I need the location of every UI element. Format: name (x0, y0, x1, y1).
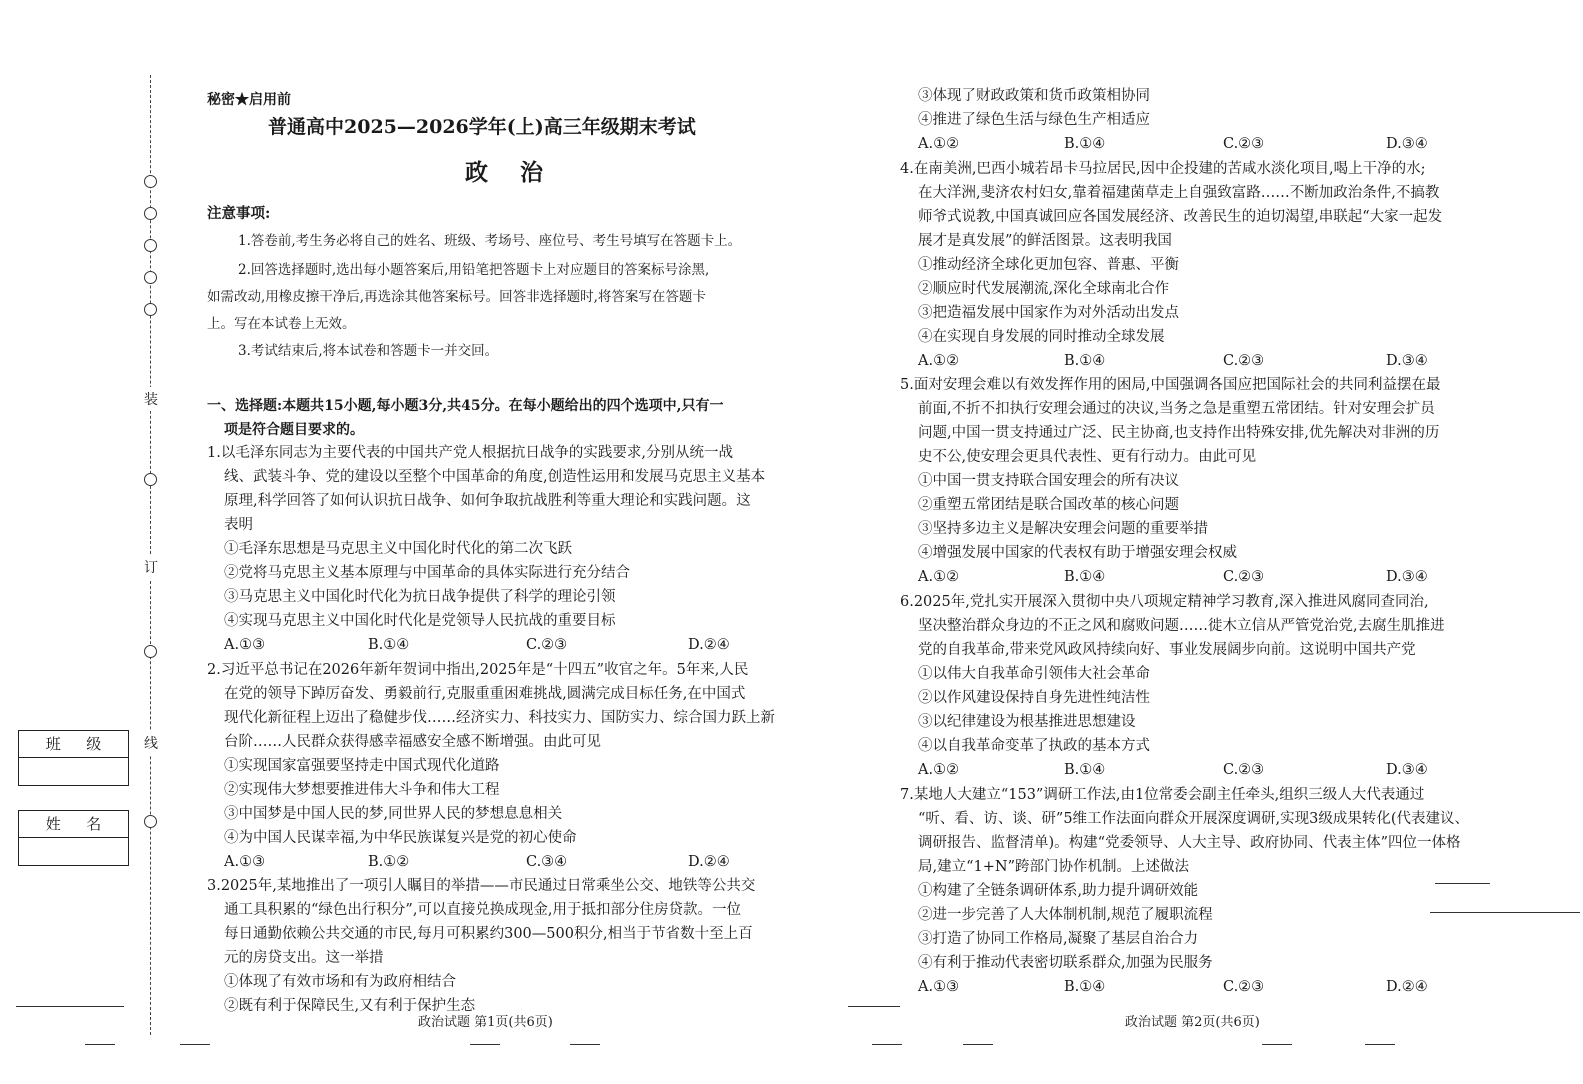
section-heading: 一、选择题:本题共15小题,每小题3分,共45分。在每小题给出的四个选项中,只有一 (207, 398, 724, 414)
q3-item: ④推进了绿色生活与绿色生产相适应 (918, 112, 1150, 128)
name-label: 姓 名 (19, 811, 128, 838)
q7-stem: 局,建立“1+N”跨部门协作机制。上述做法 (918, 859, 1189, 875)
q5-option-b[interactable]: B.①④ (1064, 569, 1106, 585)
q2-option-d[interactable]: D.②④ (688, 854, 730, 870)
q3-item: ③体现了财政政策和货币政策相协同 (918, 88, 1150, 104)
q6-item: ④以自我革命变革了执政的基本方式 (918, 738, 1150, 754)
q3-item: ①体现了有效市场和有为政府相结合 (224, 974, 456, 990)
q2-stem: 台阶……人民群众获得感幸福感安全感不断增强。由此可见 (224, 734, 601, 750)
binding-hole (144, 271, 157, 284)
q6-stem: 党的自我革命,带来党风政风持续向好、事业发展阔步向前。这说明中国共产党 (918, 642, 1416, 658)
q7-stem: 7.某地人大建立“153”调研工作法,由1位常委会副主任牵头,组织三级人大代表通过 (900, 787, 1425, 803)
note-line: 上。写在本试卷上无效。 (207, 316, 356, 332)
q5-stem: 5.面对安理会难以有效发挥作用的困局,中国强调各国应把国际社会的共同利益摆在最 (900, 377, 1441, 393)
binding-hole (144, 473, 157, 486)
q6-item: ③以纪律建设为根基推进思想建设 (918, 714, 1136, 730)
q5-item: ②重塑五常团结是联合国改革的核心问题 (918, 497, 1179, 513)
q1-item: ③马克思主义中国化时代化为抗日战争提供了科学的理论引领 (224, 589, 616, 605)
secret-label: 秘密★启用前 (207, 92, 291, 108)
q5-stem: 前面,不折不扣执行安理会通过的决议,当务之急是重塑五常团结。针对安理会扩员 (918, 401, 1435, 417)
q1-stem: 1.以毛泽东同志为主要代表的中国共产党人根据抗日战争的实践要求,分别从统一战 (207, 445, 733, 461)
note-line: 2.回答选择题时,选出每小题答案后,用铅笔把答题卡上对应题目的答案标号涂黑, (238, 262, 710, 278)
q1-option-a[interactable]: A.①③ (224, 637, 266, 653)
q2-option-b[interactable]: B.①② (368, 854, 410, 870)
q5-stem: 史不公,使安理会更具代表性、更有行动力。由此可见 (918, 449, 1257, 465)
note-line: 如需改动,用橡皮擦干净后,再选涂其他答案标号。回答非选择题时,将答案写在答题卡 (207, 289, 706, 305)
q5-option-d[interactable]: D.③④ (1386, 569, 1428, 585)
class-field[interactable] (19, 758, 128, 785)
q7-option-d[interactable]: D.②④ (1386, 979, 1428, 995)
q2-item: ③中国梦是中国人民的梦,同世界人民的梦想息息相关 (224, 806, 563, 822)
scan-rule (470, 1044, 500, 1045)
q2-stem: 2.习近平总书记在2026年新年贺词中指出,2025年是“十四五”收官之年。5年来,人民 (207, 662, 749, 678)
q7-stem: 调研报告、监督清单)。构建“党委领导、人大主导、政府协同、代表主体”四位一体格 (918, 835, 1461, 851)
q1-item: ②党将马克思主义基本原理与中国革命的具体实际进行充分结合 (224, 565, 630, 581)
page-footer-left: 政治试题 第1页(共6页) (418, 1015, 553, 1030)
class-box (18, 730, 129, 786)
binding-hole (144, 303, 157, 316)
q5-item: ①中国一贯支持联合国安理会的所有决议 (918, 473, 1179, 489)
binding-char-zhuang: 装 (144, 387, 158, 411)
q7-stem: “听、看、访、谈、研”5维工作法面向群众开展深度调研,实现3级成果转化(代表建议、 (918, 811, 1470, 827)
q1-option-c[interactable]: C.②③ (526, 637, 568, 653)
q4-option-a[interactable]: A.①② (918, 353, 960, 369)
scan-rule (872, 1044, 902, 1045)
q5-item: ④增强发展中国家的代表权有助于增强安理会权威 (918, 545, 1237, 561)
q7-item: ①构建了全链条调研体系,助力提升调研效能 (918, 883, 1199, 899)
scan-rule (85, 1044, 115, 1045)
q6-stem: 6.2025年,党扎实开展深入贯彻中央八项规定精神学习教育,深入推进风腐同查同治, (900, 594, 1429, 610)
binding-hole (144, 239, 157, 252)
q4-option-c[interactable]: C.②③ (1223, 353, 1265, 369)
q3-option-c[interactable]: C.②③ (1223, 136, 1265, 152)
q2-item: ④为中国人民谋幸福,为中华民族谋复兴是党的初心使命 (224, 830, 577, 846)
q1-stem: 表明 (224, 517, 253, 533)
name-field[interactable] (19, 838, 128, 865)
q5-option-a[interactable]: A.①② (918, 569, 960, 585)
note-line: 1.答卷前,考生务必将自己的姓名、班级、考场号、座位号、考生号填写在答题卡上。 (238, 233, 742, 249)
q3-item: ②既有利于保障民生,又有利于保护生态 (224, 998, 476, 1014)
q5-option-c[interactable]: C.②③ (1223, 569, 1265, 585)
q6-item: ②以作风建设保持自身先进性纯洁性 (918, 690, 1150, 706)
q3-stem: 3.2025年,某地推出了一项引人瞩目的举措——市民通过日常乘坐公交、地铁等公共交 (207, 878, 756, 894)
q4-item: ②顺应时代发展潮流,深化全球南北合作 (918, 281, 1170, 297)
q3-stem: 每日通勤依赖公共交通的市民,每月可积累约300—500积分,相当于节省数十至上百 (224, 926, 753, 942)
q6-option-b[interactable]: B.①④ (1064, 762, 1106, 778)
q4-stem: 在大洋洲,斐济农村妇女,靠着福建菌草走上自强致富路……不断加政治条件,不搞教 (918, 185, 1440, 201)
q1-stem: 原理,科学回答了如何认识抗日战争、如何争取抗战胜利等重大理论和实践问题。这 (224, 493, 751, 509)
scan-rule (1435, 883, 1490, 884)
notes-heading: 注意事项: (207, 205, 271, 222)
q4-item: ①推动经济全球化更加包容、普惠、平衡 (918, 257, 1179, 273)
name-box (18, 810, 129, 866)
q6-option-a[interactable]: A.①② (918, 762, 960, 778)
q3-option-d[interactable]: D.③④ (1386, 136, 1428, 152)
q4-stem: 4.在南美洲,巴西小城若昂卡马拉居民,因中企投建的苦咸水淡化项目,喝上干净的水; (900, 161, 1426, 177)
q4-item: ③把造福发展中国家作为对外活动出发点 (918, 305, 1179, 321)
q4-option-b[interactable]: B.①④ (1064, 353, 1106, 369)
binding-hole (144, 815, 157, 828)
q6-option-d[interactable]: D.③④ (1386, 762, 1428, 778)
note-line: 3.考试结束后,将本试卷和答题卡一并交回。 (238, 343, 499, 359)
q4-stem: 展才是真发展”的鲜活图景。这表明我国 (918, 233, 1172, 249)
q5-stem: 问题,中国一贯支持通过广泛、民主协商,也支持作出特殊安排,优先解决对非洲的历 (918, 425, 1440, 441)
q1-option-b[interactable]: B.①④ (368, 637, 410, 653)
q5-item: ③坚持多边主义是解决安理会问题的重要举措 (918, 521, 1208, 537)
q7-item: ③打造了协同工作格局,凝聚了基层自治合力 (918, 931, 1199, 947)
scan-rule (1262, 1044, 1292, 1045)
q3-stem: 通工具积累的“绿色出行积分”,可以直接兑换成现金,用于抵扣部分住房贷款。一位 (224, 902, 742, 918)
q3-stem: 元的房贷支出。这一举措 (224, 950, 384, 966)
q3-option-b[interactable]: B.①④ (1064, 136, 1106, 152)
q7-option-a[interactable]: A.①③ (918, 979, 960, 995)
q2-option-c[interactable]: C.③④ (526, 854, 568, 870)
scan-rule (848, 1006, 900, 1007)
binding-hole (144, 207, 157, 220)
scan-rule (16, 1006, 124, 1007)
subject-title: 政 治 (465, 159, 556, 186)
section-heading-cont: 项是符合题目要求的。 (224, 422, 364, 438)
page-footer-right: 政治试题 第2页(共6页) (1125, 1015, 1260, 1030)
q1-item: ①毛泽东思想是马克思主义中国化时代化的第二次飞跃 (224, 541, 572, 557)
binding-char-xian: 线 (144, 731, 158, 755)
q3-option-a[interactable]: A.①② (918, 136, 960, 152)
q6-stem: 坚决整治群众身边的不正之风和腐败问题……徙木立信从严管党治党,去腐生肌推进 (918, 618, 1445, 634)
q1-item: ④实现马克思主义中国化时代化是党领导人民抗战的重要目标 (224, 613, 616, 629)
scan-rule (1365, 1044, 1395, 1045)
q7-item: ④有利于推动代表密切联系群众,加强为民服务 (918, 955, 1213, 971)
scan-rule (570, 1044, 600, 1045)
q4-item: ④在实现自身发展的同时推动全球发展 (918, 329, 1165, 345)
q7-item: ②进一步完善了人大体制机制,规范了履职流程 (918, 907, 1213, 923)
scan-rule (963, 1044, 993, 1045)
q7-option-c[interactable]: C.②③ (1223, 979, 1265, 995)
binding-hole (144, 175, 157, 188)
q6-option-c[interactable]: C.②③ (1223, 762, 1265, 778)
scan-rule (1430, 912, 1580, 913)
exam-title: 普通高中2025—2026学年(上)高三年级期末考试 (268, 116, 696, 138)
q2-item: ①实现国家富强要坚持走中国式现代化道路 (224, 758, 500, 774)
q6-item: ①以伟大自我革命引领伟大社会革命 (918, 666, 1150, 682)
q1-option-d[interactable]: D.②④ (688, 637, 730, 653)
scan-rule (180, 1044, 210, 1045)
q4-stem: 师爷式说教,中国真诚回应各国发展经济、改善民生的迫切渴望,串联起“大家一起发 (918, 209, 1443, 225)
q2-stem: 在党的领导下踔厉奋发、勇毅前行,克服重重困难挑战,圆满完成目标任务,在中国式 (224, 686, 746, 702)
q1-stem: 线、武装斗争、党的建设以至整个中国革命的角度,创造性运用和发展马克思主义基本 (224, 469, 766, 485)
binding-char-ding: 订 (144, 555, 158, 579)
q4-option-d[interactable]: D.③④ (1386, 353, 1428, 369)
q2-option-a[interactable]: A.①③ (224, 854, 266, 870)
q7-option-b[interactable]: B.①④ (1064, 979, 1106, 995)
q2-item: ②实现伟大梦想要推进伟大斗争和伟大工程 (224, 782, 500, 798)
binding-hole (144, 645, 157, 658)
q2-stem: 现代化新征程上迈出了稳健步伐……经济实力、科技实力、国防实力、综合国力跃上新 (224, 710, 775, 726)
class-label: 班 级 (19, 731, 128, 758)
